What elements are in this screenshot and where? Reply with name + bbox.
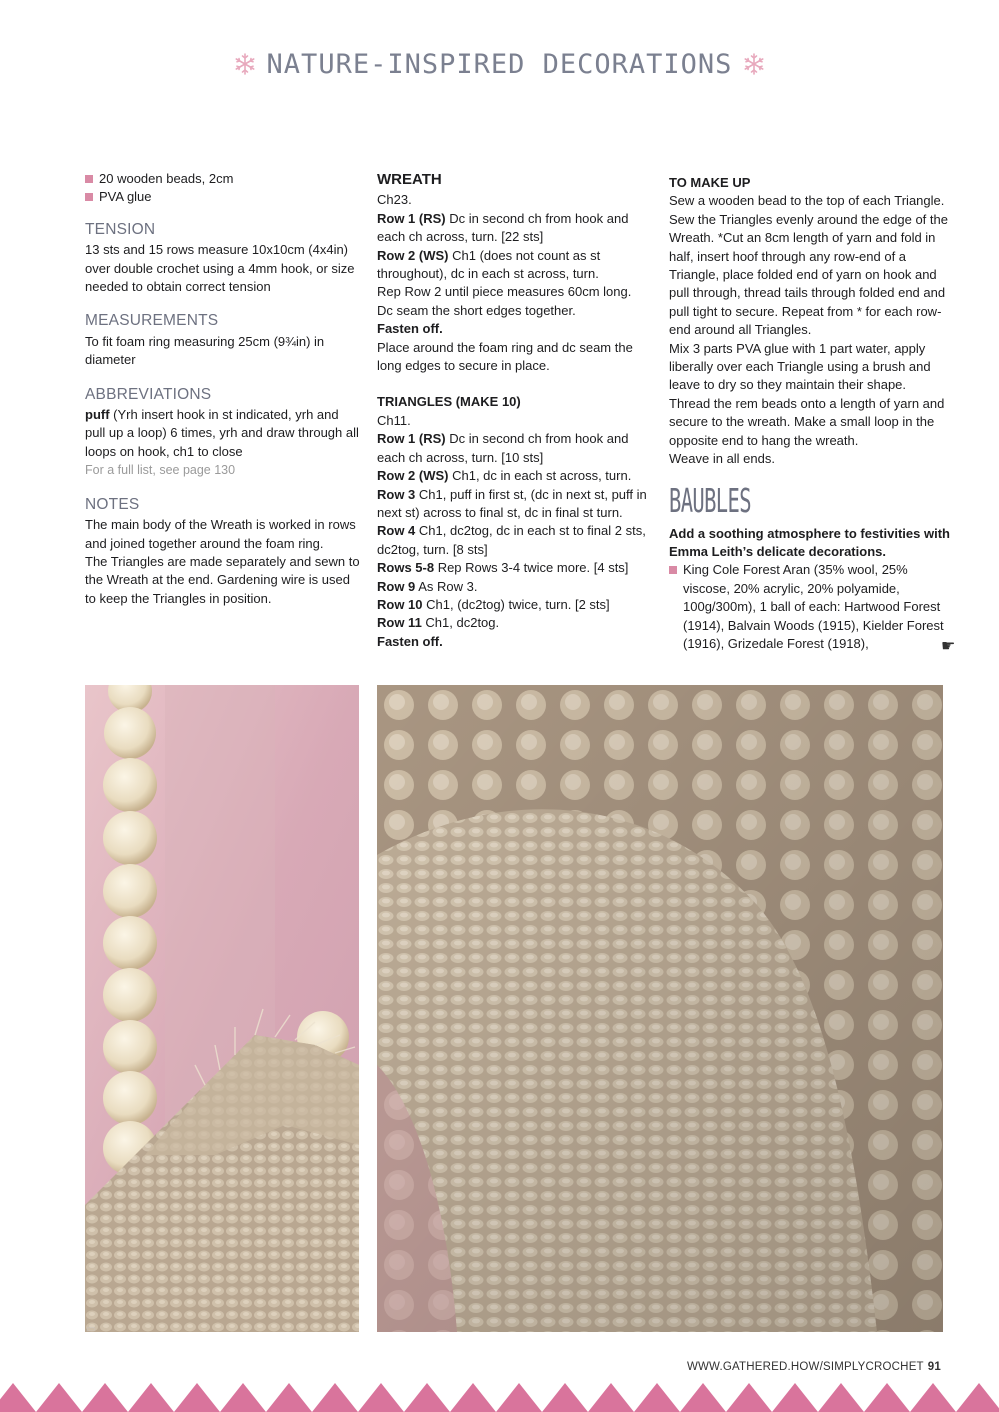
make-up-heading: TO MAKE UP [669,175,751,190]
row-label: Row 2 (WS) [377,247,449,263]
photo-credit: ▭ [86,1324,96,1335]
zigzag-triangle [910,1383,956,1412]
page-footer [687,1361,941,1373]
triangles-heading: TRIANGLES (MAKE 10) [377,394,521,410]
zigzag-triangle [634,1383,680,1412]
row-label: Row 1 (RS) [377,210,446,226]
row-label: Row 10 [377,596,423,612]
row-label: Row 1 (RS) [377,431,446,447]
triangles-chain: Ch11. [377,412,411,428]
triangle-row: Row 10 Ch1, (dc2tog) twice, turn. [2 sts] [377,596,610,612]
triangle-row: Row 2 (WS) Ch1, dc in each st across, turn. [377,468,632,484]
zigzag-triangle [864,1383,910,1412]
row-label: Row 3 [377,486,416,502]
pointing-hand-icon: ☛ [941,638,956,655]
zigzag-triangle [0,1383,36,1412]
page-header [0,44,999,84]
triangle-row: Row 11 Ch1, dc2tog. [377,615,500,631]
bullet-square-icon [85,193,93,201]
zigzag-triangle [82,1383,128,1412]
zigzag-triangle [312,1383,358,1412]
triangle-row: Row 9 As Row 3. [377,578,478,594]
abbreviation-term: puff [85,407,110,423]
material-item: 20 wooden beads, 2cm [85,170,360,188]
zigzag-triangle [450,1383,496,1412]
zigzag-triangle [680,1383,726,1412]
zigzag-triangle [220,1383,266,1412]
wreath-row: Row 1 (RS) Dc in second ch from hook and each ch across, turn. [22 sts] [377,210,629,245]
baubles-heading: BAUBLES [669,480,751,520]
row-label: Row 9 [377,578,416,594]
make-up-paragraph: Weave in all ends. [669,451,775,467]
abbreviation-definition: (Yrh insert hook in st indicated, yrh and pull up a loop) 6 times, yrh and draw through all loops on hook, ch1 to close [85,407,359,459]
zigzag-triangle [588,1383,634,1412]
zigzag-triangle [174,1383,220,1412]
triangle-row: Rows 5-8 Rep Rows 3-4 twice more. [4 sts] [377,560,629,576]
notes-paragraph: The main body of the Wreath is worked in rows and joined together around the foam ring. [85,517,356,551]
abbreviation-puff [85,406,360,461]
zigzag-triangle [818,1383,864,1412]
footer-url[interactable]: WWW.GATHERED.HOW/SIMPLYCROCHET [686,1361,924,1373]
triangle-row: Row 1 (RS) Dc in second ch from hook and each ch across, turn. [10 sts] [377,431,629,465]
notes-paragraph: The Triangles are made separately and sewn to the Wreath at the end. Gardening wire is used to keep the Triangles in position. [85,553,360,606]
make-up-paragraph: Sew the Triangles evenly around the edge of the Wreath. *Cut an 8cm length of yarn and fold in half, insert hoof through any row-end of a Triangle, place folded end of yarn on hook and pull through, thread tails through folded end and pull tight to secure. Repeat from * for each row-end around all Triangles. [669,211,948,338]
zigzag-triangle [956,1383,999,1412]
column-middle [377,170,655,651]
wreath-chain: Ch23. [377,192,412,208]
triangle-row: Row 3 Ch1, puff in first st, (dc in next st, puff in next st) across to final st, dc in final st turn. [377,486,647,520]
row-label: Row 4 [377,523,416,539]
snowflake-icon [742,52,766,76]
make-up-paragraph: Thread the rem beads onto a length of yarn and secure to the wreath. Make a small loop in the opposite end to hang the wreath. [669,395,945,448]
zigzag-triangle [726,1383,772,1412]
zigzag-triangle [542,1383,588,1412]
row-label: Rows 5-8 [377,560,435,576]
column-left [85,170,360,608]
measurements-heading: MEASUREMENTS [85,312,219,330]
zigzag-border [0,1383,999,1412]
snowflake-icon [233,52,257,76]
wreath-seam: Dc seam the short edges together. [377,302,576,318]
row-label: Row 11 [377,615,422,631]
beads-photo-art [85,685,359,1332]
triangles-fasten-off: Fasten off. [377,633,443,649]
column-right [669,170,951,653]
wreath-repeat: Rep Row 2 until piece measures 60cm long. [377,284,632,300]
wreath-fasten-off: Fasten off. [377,321,443,337]
zigzag-triangle [266,1383,312,1412]
page-number: 91 [927,1361,941,1373]
zigzag-triangle [358,1383,404,1412]
measurements-text: To fit foam ring measuring 25cm (9¾in) in diameter [85,333,325,368]
material-item: PVA glue [85,188,360,206]
triangle-row: Row 4 Ch1, dc2tog, dc in each st to final 2 sts, dc2tog, turn. [8 sts] [377,523,646,557]
page-title: NATURE-INSPIRED DECORATIONS [266,48,733,80]
make-up-paragraph: Sew a wooden bead to the top of each Triangle. [669,193,945,209]
zigzag-triangle [496,1383,542,1412]
zigzag-triangle [404,1383,450,1412]
wreath-place: Place around the foam ring and dc seam the long edges to secure in place. [377,339,633,374]
zigzag-triangle [128,1383,174,1412]
zigzag-triangle [772,1383,818,1412]
wreath-photo-art [377,685,943,1332]
row-label: Row 2 (WS) [377,468,449,484]
make-up-paragraph: Mix 3 parts PVA glue with 1 part water, apply liberally over each Triangle using a brush and leave to dry so they maintain their shape. [669,340,931,393]
tension-text: 13 sts and 15 rows measure 10x10cm (4x4in) over double crochet using a 4mm hook, or size needed to obtain correct tension [85,242,355,295]
wreath-closeup-photo [377,685,943,1332]
wreath-row: Row 2 (WS) Ch1 (does not count as st throughout), dc in each st across, turn. [377,247,601,282]
wreath-heading: WREATH [377,171,442,188]
beads-photo [85,685,359,1332]
abbreviations-note: For a full list, see page 130 [85,463,236,478]
abbreviations-heading: ABBREVIATIONS [85,385,212,403]
material-item: King Cole Forest Aran (35% wool, 25% viscose, 20% acrylic, 20% polyamide, 100g/300m), 1 ball of each: Hartwood Forest (1914), Balvain Woods (1915), Kielder Forest (1916), Grizedale Forest (1918), [669,561,951,653]
baubles-intro: Add a soothing atmosphere to festivities with Emma Leith’s delicate decorations. [669,525,950,559]
bullet-square-icon [669,566,677,574]
tension-heading: TENSION [85,220,156,238]
notes-heading: NOTES [85,495,140,513]
zigzag-triangle [36,1383,82,1412]
bullet-square-icon [85,175,93,183]
